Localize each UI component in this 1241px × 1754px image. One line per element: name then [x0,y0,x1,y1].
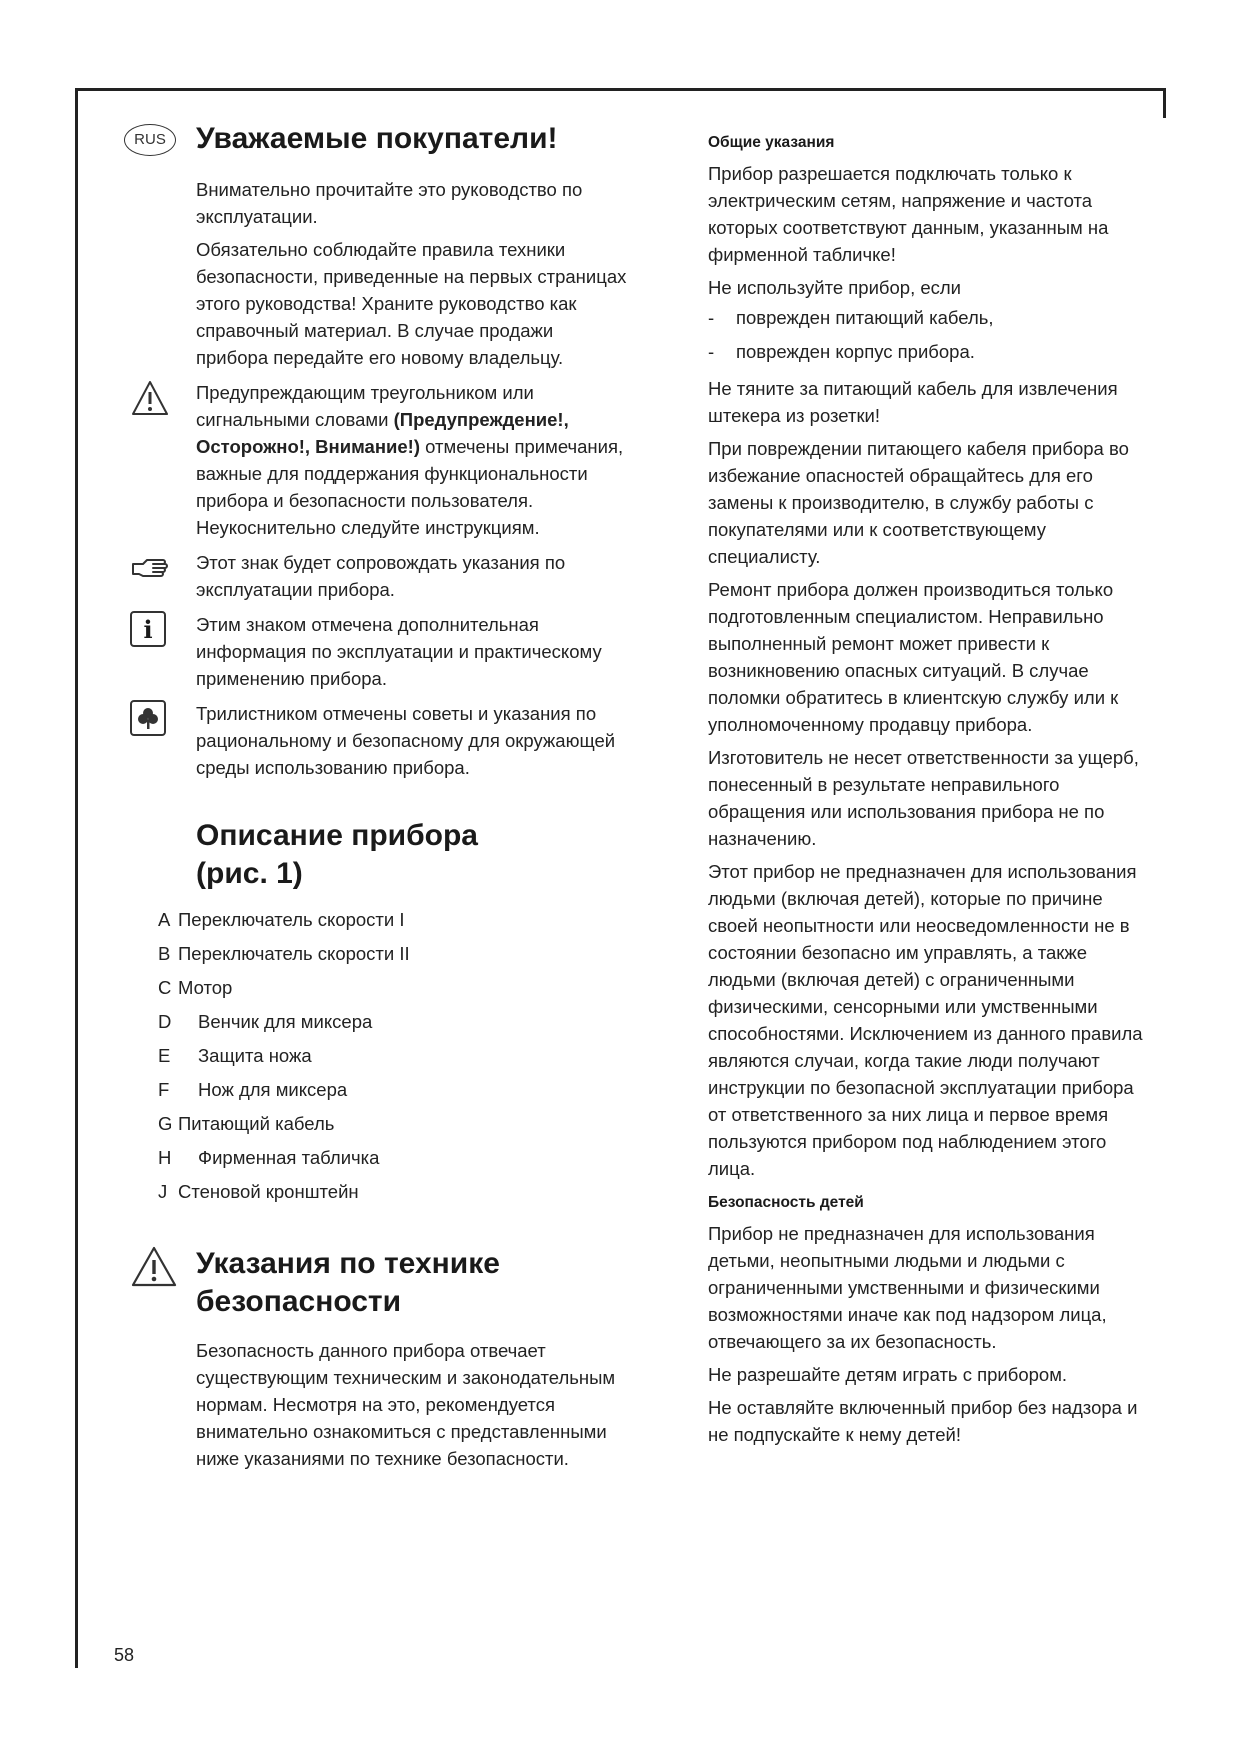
warning-note-prefix: Предупреждающим треугольником или сигнальными словами [196,382,534,430]
list-item: G Питающий кабель [158,1113,335,1134]
page-frame-top-rule [75,88,1165,91]
safety-paragraph-1: Безопасность данного прибора отвечает существующим техническим и законодательным нормам. Несмотря на это, рекомендуется внимательно ознакомиться с представленными ниже указаниями по технике безопасности. [196,1340,616,1469]
general-paragraph-5: Ремонт прибора должен производиться только подготовленным специалистом. Неправильно выполненный ремонт может привести к возникновению опасных ситуаций. В случае поломки обратитесь в клиентскую службу или к уполномоченному продавцу прибора. [708,579,1119,735]
list-item: H Фирменная табличка [158,1147,380,1168]
safety-heading-row [130,1245,630,1321]
children-paragraph-1: Прибор не предназначен для использования детьми, неопытными людьми и людьми с ограниченными умственными и физическими возможностями иначе как под надзором лица, отвечающего за их безопасность. [708,1223,1107,1352]
list-item: - поврежден питающий кабель, [708,307,994,328]
pointing-hand-icon [130,549,170,589]
general-paragraph-4: При повреждении питающего кабеля прибора во избежание опасностей обращайтесь для его замены к производителю, в службу работы с покупателями или к соответствующему специалисту. [708,438,1129,567]
general-paragraph-2: Не используйте прибор, если [708,277,962,298]
safety-title-line-1: Указания по технике [196,1247,500,1280]
list-item: J Стеновой кронштейн [158,1181,359,1202]
general-instructions-heading: Общие указания [708,134,835,151]
page-number: 58 [114,1645,135,1665]
info-note-text: Этим знаком отмечена дополнительная информация по эксплуатации и практическому применению прибора. [196,614,602,689]
child-safety-heading: Безопасность детей [708,1194,864,1211]
warning-triangle-icon [130,1245,178,1289]
info-icon: i [130,611,166,647]
language-badge: RUS [124,124,176,156]
hand-note-text: Этот знак будет сопровождать указания по эксплуатации прибора. [196,552,566,600]
customers-paragraph-2: Обязательно соблюдайте правила техники безопасности, приведенные на первых страницах этого руководства! Храните руководство как справочный материал. В случае продажи прибора передайте его новому владельцу. [196,239,627,368]
list-item: B Переключатель скорости II [158,943,410,964]
safety-title [196,1245,630,1321]
description-title-line-2: (рис. 1) [196,857,303,890]
customers-heading-row [130,120,630,158]
list-item: C Мотор [158,977,233,998]
warning-note-suffix: отмечены примечания, важные для поддержания функциональности прибора и безопасности пользователя. Неукоснительно следуйте инструкциям. [196,436,624,538]
description-title [196,817,630,893]
list-item: - поврежден корпус прибора. [708,341,975,362]
general-paragraph-6: Изготовитель не несет ответственности за ущерб, понесенный в результате неправильного обращения или использования прибора не по назначению. [708,747,1139,849]
list-item: E Защита ножа [158,1045,312,1066]
warning-note-row [130,379,630,541]
page-frame-left-rule [75,88,78,1668]
clover-note-text: Трилистником отмечены советы и указания по рациональному и безопасному для окружающей среды использованию прибора. [196,703,616,778]
description-title-line-1: Описание прибора [196,819,478,852]
warning-triangle-icon [130,379,170,419]
safety-title-line-2: безопасности [196,1285,402,1318]
children-paragraph-2: Не разрешайте детям играть с прибором. [708,1364,1068,1385]
customers-paragraph-1: Внимательно прочитайте это руководство по эксплуатации. [196,179,583,227]
warning-note-keywords: (Предупреждение!, Осторожно!, Внимание!) [196,409,569,457]
general-paragraph-3: Не тяните за питающий кабель для извлечения штекера из розетки! [708,378,1118,426]
customers-title: Уважаемые покупатели! [196,122,558,155]
list-item: F Нож для миксера [158,1079,348,1100]
general-paragraph-7: Этот прибор не предназначен для использования людьми (включая детей), которые по причине своей неопытности или неосведомленности не в состоянии безопасно им управлять, а также людьми (включая детей) с ограниченными физическими, сенсорными или умственными способностями. Исключением из данного правила являются случаи, когда такие люди получают инструкции по безопасной эксплуатации прибора от ответственного за них лица и первое время пользуются прибором под наблюдением этого лица. [708,861,1143,1179]
children-paragraph-3: Не оставляйте включенный прибор без надзора и не подпускайте к нему детей! [708,1397,1138,1445]
list-item: D Венчик для миксера [158,1011,373,1032]
list-item: A Переключатель скорости I [158,909,405,930]
page-frame-right-rule [1163,88,1166,118]
clover-note-row [130,700,630,781]
clover-icon [130,700,166,736]
right-column [708,120,1148,1448]
general-paragraph-1: Прибор разрешается подключать только к электрическим сетям, напряжение и частота которых соответствуют данным, указанным на фирменной табличке! [708,163,1109,265]
left-column [130,120,630,1472]
parts-list [158,903,630,1209]
info-note-row [130,611,630,692]
hand-note-row [130,549,630,603]
